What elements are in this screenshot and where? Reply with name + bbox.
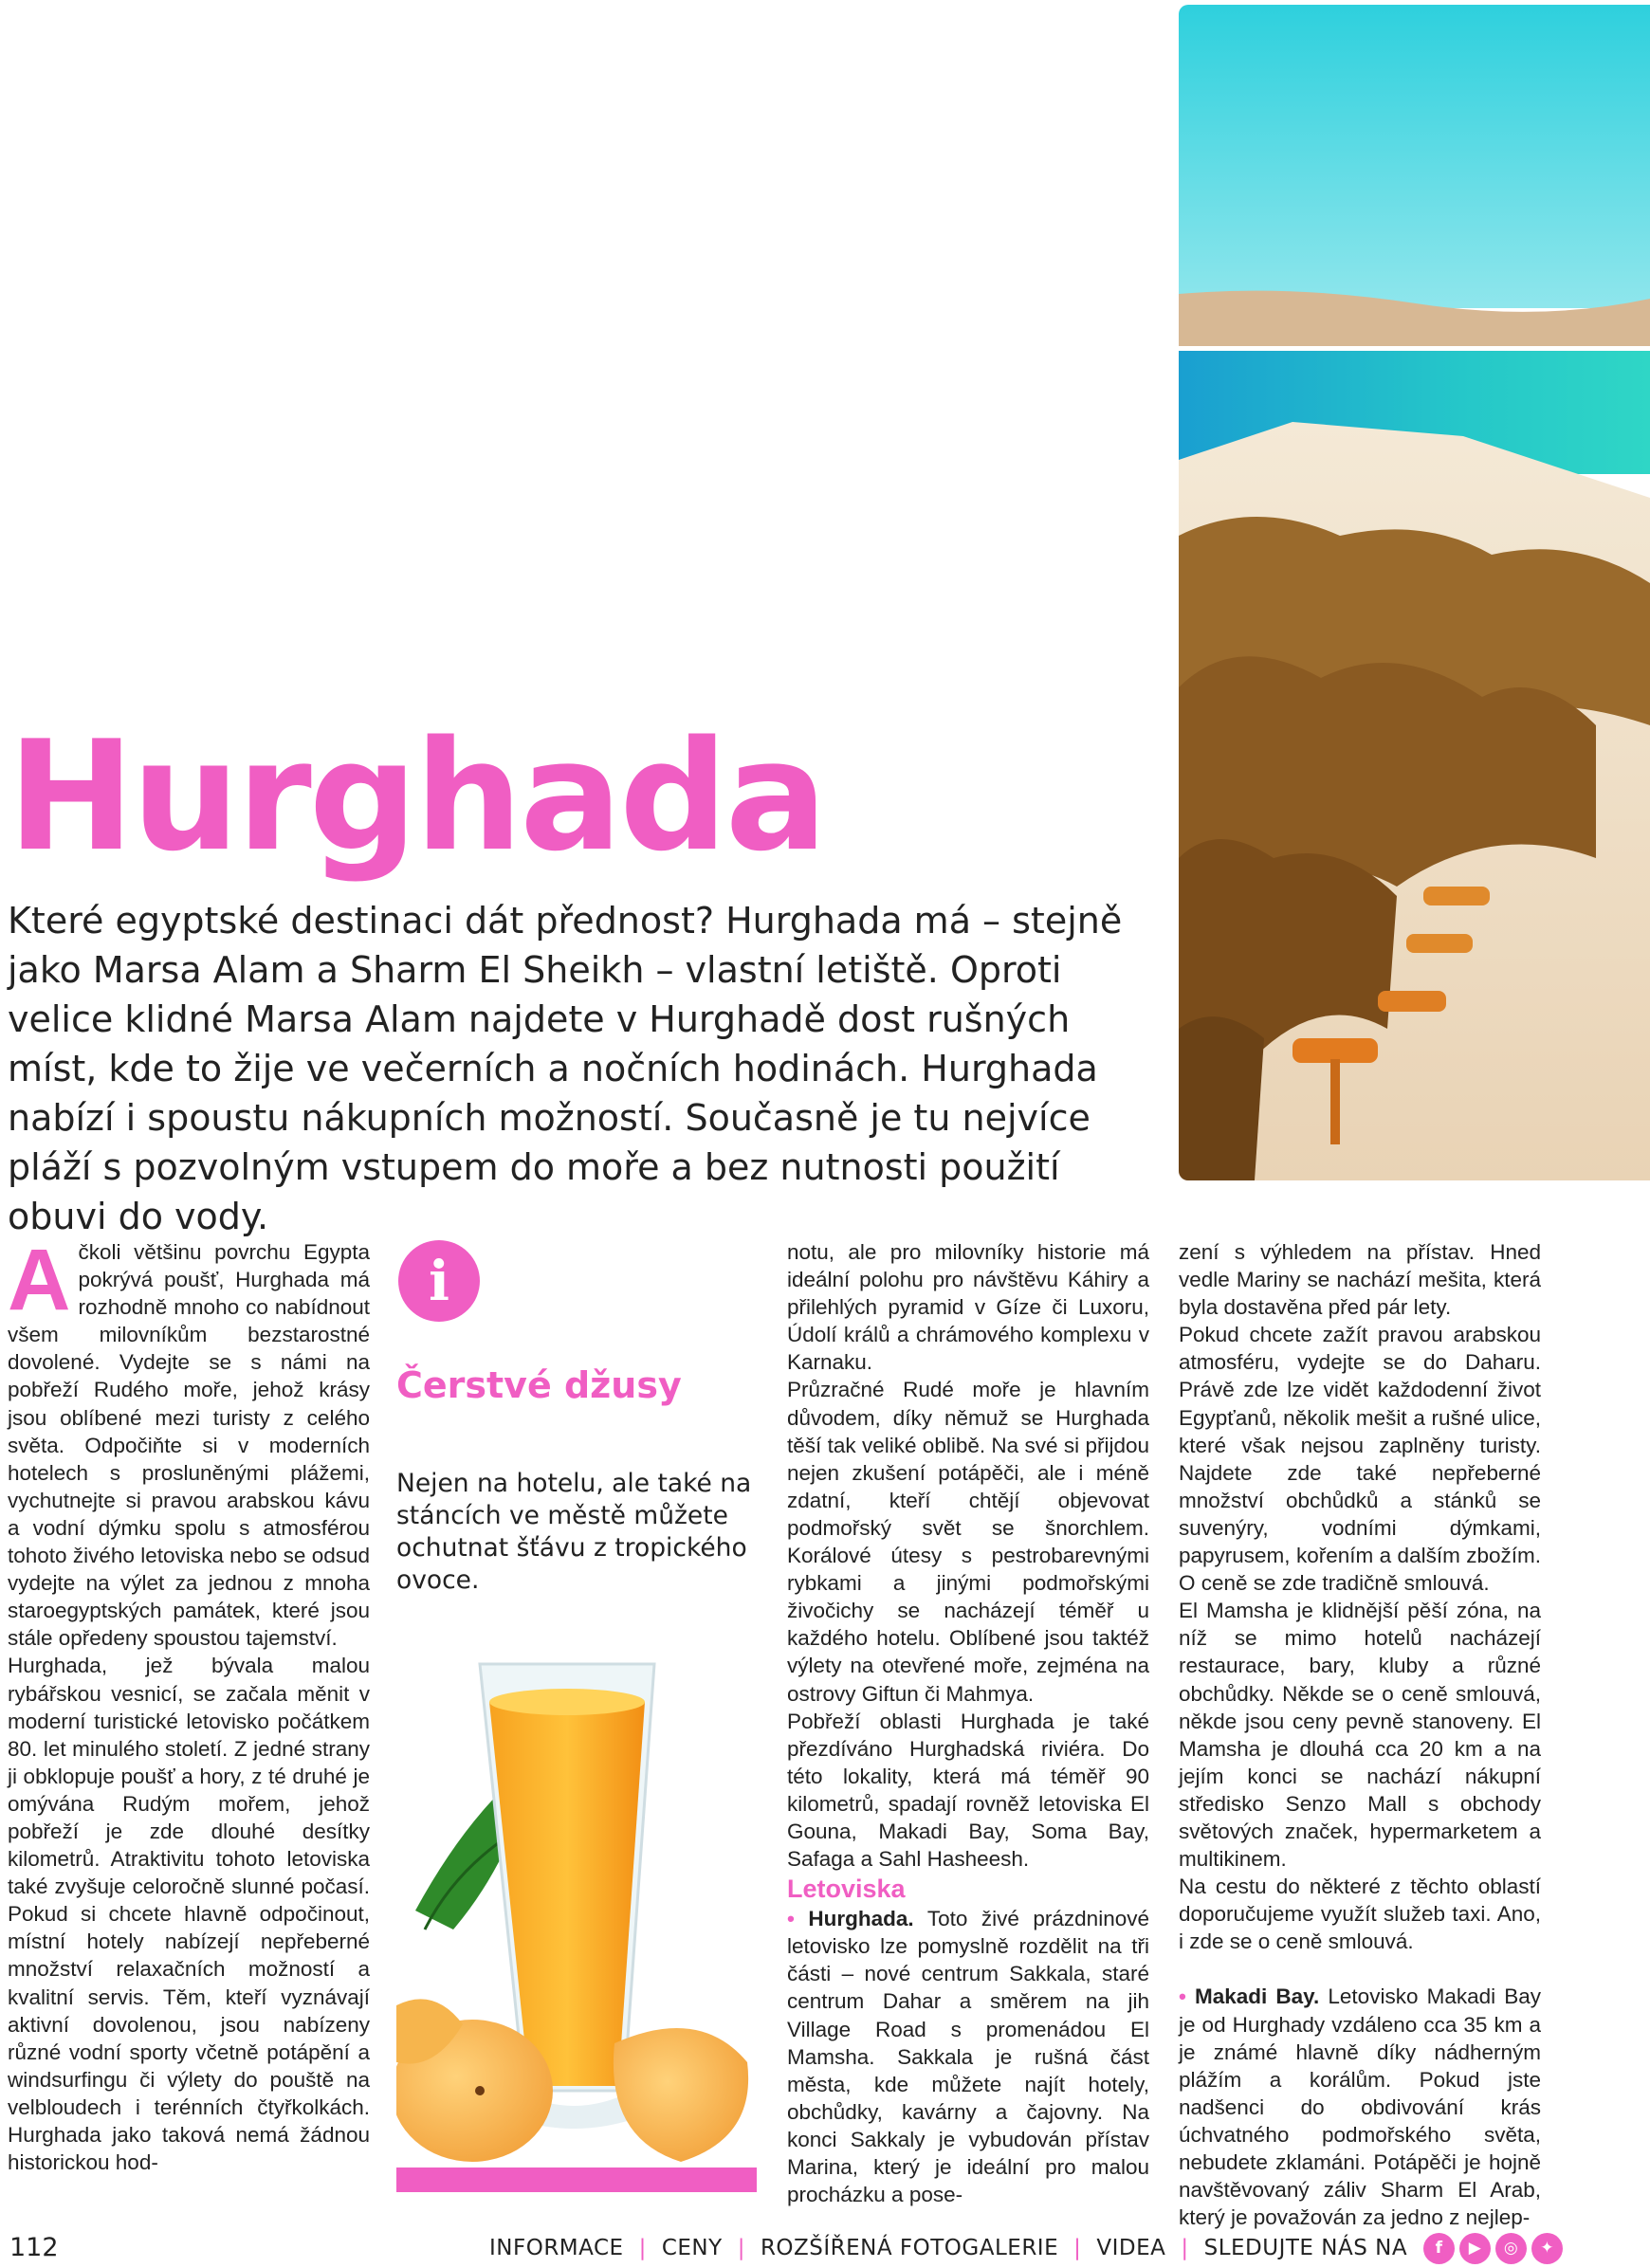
resort-text: Letovisko Makadi Bay je od Hurghady vzdáleno cca 35 km a je známé hlavně díky nádherným plážím a korálům. Pokud jste nadšenci do obdivování krás úchvatného podmořského světa, nebudete zklamáni. Potápěči je hojně navštěvovaný záliv Sharm El Arab, který je považován za jedno z nejlep- <box>1179 1984 1541 2230</box>
juice-bar <box>396 2167 757 2192</box>
drop-cap: A <box>8 1232 71 1328</box>
footer-separator: | <box>737 2236 745 2260</box>
col1-paragraph-2: Hurghada, jež bývala malou rybářskou vesnicí, se začala měnit v moderní turistické letovisko počátkem 80. let minulého století. Z jedné strany ji obklopuje poušť a hory, z té druhé je omývána Rudým mořem, jehož pobřeží je zde dlouhé desítky kilometrů. Atraktivitu tohoto letoviska také zvyšuje celoročně slunné počasí. Pokud si chcete hlavně odpočinout, místní hotely nabízejí nepřeberné množství relaxačních možností a kvalitní servis. Těm, kteří vyznávají aktivní dovolenou, jsou nabízeny různé vodní sporty včetně potápění a windsurfingu či výlety do pouště na velbloudech i terénních čtyřkolkách. Hurghada jako taková nemá žádnou historickou hod- <box>8 1654 370 2175</box>
instagram-icon[interactable]: ◎ <box>1495 2233 1527 2264</box>
col3-paragraph-3: Pobřeží oblasti Hurghada je také přezdíváno Hurghadská riviéra. Do této lokality, která má téměř 90 kilometrů, spadají rovněž letoviska El Gouna, Makadi Bay, Soma Bay, Safaga a Sahl Hasheesh. <box>787 1709 1149 1872</box>
resort-name: Hurghada. <box>808 1907 914 1931</box>
resort-name: Makadi Bay. <box>1195 1984 1320 2009</box>
footer-separator: | <box>638 2236 647 2260</box>
info-box-text: Nejen na hotelu, ale také na stáncích ve městě můžete ochutnat šťávu z tropického ovoce. <box>396 1469 752 1595</box>
col1-paragraph-1: čkoli většinu povrchu Egypta pokrývá poušť, Hurghada má rozhodně mnoho co nabídnout všem milovníkům bezstarostné dovolené. Vydejte se s námi na pobřeží Rudého moře, jehož krásy jsou oblíbené mezi turisty z celého světa. Odpočiňte si v moderních hotelech s prosluněnými plážemi, vychutnejte si pravou arabskou kávu a vodní dýmku spolu s atmosférou tohoto živého letoviska nebo se odsud vydejte na výlet za jednou z mnoha staroegyptských památek, které jsou stále opředeny spoustou tajemství. <box>8 1240 370 1651</box>
footer-separator: | <box>1073 2236 1082 2260</box>
resort-text: Toto živé prázdninové letovisko lze pomyslně rozdělit na tři části – nové centrum Sakkala, staré centrum Dahar a směrem na jih Village Road s promenádou El Mamsha. Sakkala je rušná část města, kde můžete najít hotely, obchůdky, kavárny a čajovny. Na konci Sakkaly je vybudován přístav Marina, který je ideální pro malou procházku a pose- <box>787 1907 1149 2207</box>
text-column-3 <box>787 1238 1149 2208</box>
col3-paragraph-2: Průzračné Rudé moře je hlavním důvodem, díky němuž se Hurghada těší tak veliké oblibě. Na své si přijdou nejen zkušení potápěči, ale i méně zdatní, kteří chtějí objevovat podmořský svět se šnorchlem. Korálové útesy s pestrobarevnými rybkami a jinými podmořskými živočichy se nacházejí téměř u každého hotelu. Oblíbené jsou taktéž výlety na otevřené moře, zejména na ostrovy Giftun či Mahmya. <box>787 1378 1149 1706</box>
col3-paragraph-1: notu, ale pro milovníky historie má ideální polohu pro návštěvu Káhiry a přilehlých pyramid v Gíze či Luxoru, Údolí králů a chrámového komplexu v Karnaku. <box>787 1240 1149 1375</box>
footer-link-informace[interactable]: INFORMACE <box>489 2236 624 2260</box>
beach-illustration <box>1179 5 1650 1180</box>
text-column-1 <box>8 1232 370 2176</box>
juice-photo <box>396 1645 757 2171</box>
youtube-icon[interactable]: ▶ <box>1459 2233 1491 2264</box>
beach-photo <box>1179 5 1650 1180</box>
footer-link-videa[interactable]: VIDEA <box>1096 2236 1166 2260</box>
footer-separator: | <box>1181 2236 1189 2260</box>
twitter-icon[interactable]: ✦ <box>1531 2233 1563 2264</box>
page-number: 112 <box>9 2233 59 2262</box>
footer-link-fotogalerie[interactable]: ROZŠÍŘENÁ FOTOGALERIE <box>760 2236 1059 2260</box>
col4-paragraph-1: zení s výhledem na přístav. Hned vedle Mariny se nachází mešita, která byla dostavěna před pár lety. <box>1179 1240 1541 1320</box>
info-box-title: Čerstvé džusy <box>396 1364 682 1406</box>
footer-link-ceny[interactable]: CENY <box>661 2236 723 2260</box>
facebook-icon[interactable]: f <box>1423 2233 1455 2264</box>
social-icons <box>1419 2233 1563 2264</box>
section-subhead: Letoviska <box>787 1875 906 1904</box>
footer-nav <box>489 2230 1563 2266</box>
text-column-4 <box>1179 1238 1541 2231</box>
resort-makadi <box>1179 1983 1541 2231</box>
bullet: • <box>1179 1984 1186 2009</box>
col4-paragraph-4: Na cestu do některé z těchto oblastí doporučujeme využít služeb taxi. Ano, i zde se o ceně smlouvá. <box>1179 1875 1541 1954</box>
page-title: Hurghada <box>8 707 825 885</box>
col4-paragraph-2: Pokud chcete zažít pravou arabskou atmosféru, vydejte se do Daharu. Právě zde lze vidět každodenní život Egypťanů, několik mešit a rušné ulice, které však nejsou zaplněny turisty. Najdete zde také nepřeberné množství obchůdků a stánků se suvenýry, vodními dýmkami, papyrusem, kořením a dalším zbožím. O ceně se zde tradičně smlouvá. <box>1179 1323 1541 1596</box>
info-icon: i <box>398 1240 480 1322</box>
resort-hurghada <box>787 1905 1149 2208</box>
footer-follow-label: SLEDUJTE NÁS NA <box>1203 2236 1408 2260</box>
col4-paragraph-3: El Mamsha je klidnější pěší zóna, na níž se mimo hotelů nacházejí restaurace, bary, kluby a různé obchůdky. Někde se o ceně smlouvá, někde jsou ceny pevně stanoveny. El Mamsha je dlouhá cca 20 km a na jejím konci se nachází nákupní středisko Senzo Mall s obchody světových značek, hypermarketem a multikinem. <box>1179 1599 1541 1872</box>
juice-illustration <box>396 1645 757 2171</box>
bullet: • <box>787 1907 795 1931</box>
lead-paragraph: Které egyptské destinaci dát přednost? Hurghada má – stejně jako Marsa Alam a Sharm El Sheikh – vlastní letiště. Oproti velice klidné Marsa Alam najdete v Hurghadě dost rušných míst, kde to žije ve večerních a nočních hodinách. Hurghada nabízí i spoustu nákupních možností. Současně je tu nejvíce pláží s pozvolným vstupem do moře a bez nutnosti použití obuvi do vody. <box>8 900 1123 1237</box>
